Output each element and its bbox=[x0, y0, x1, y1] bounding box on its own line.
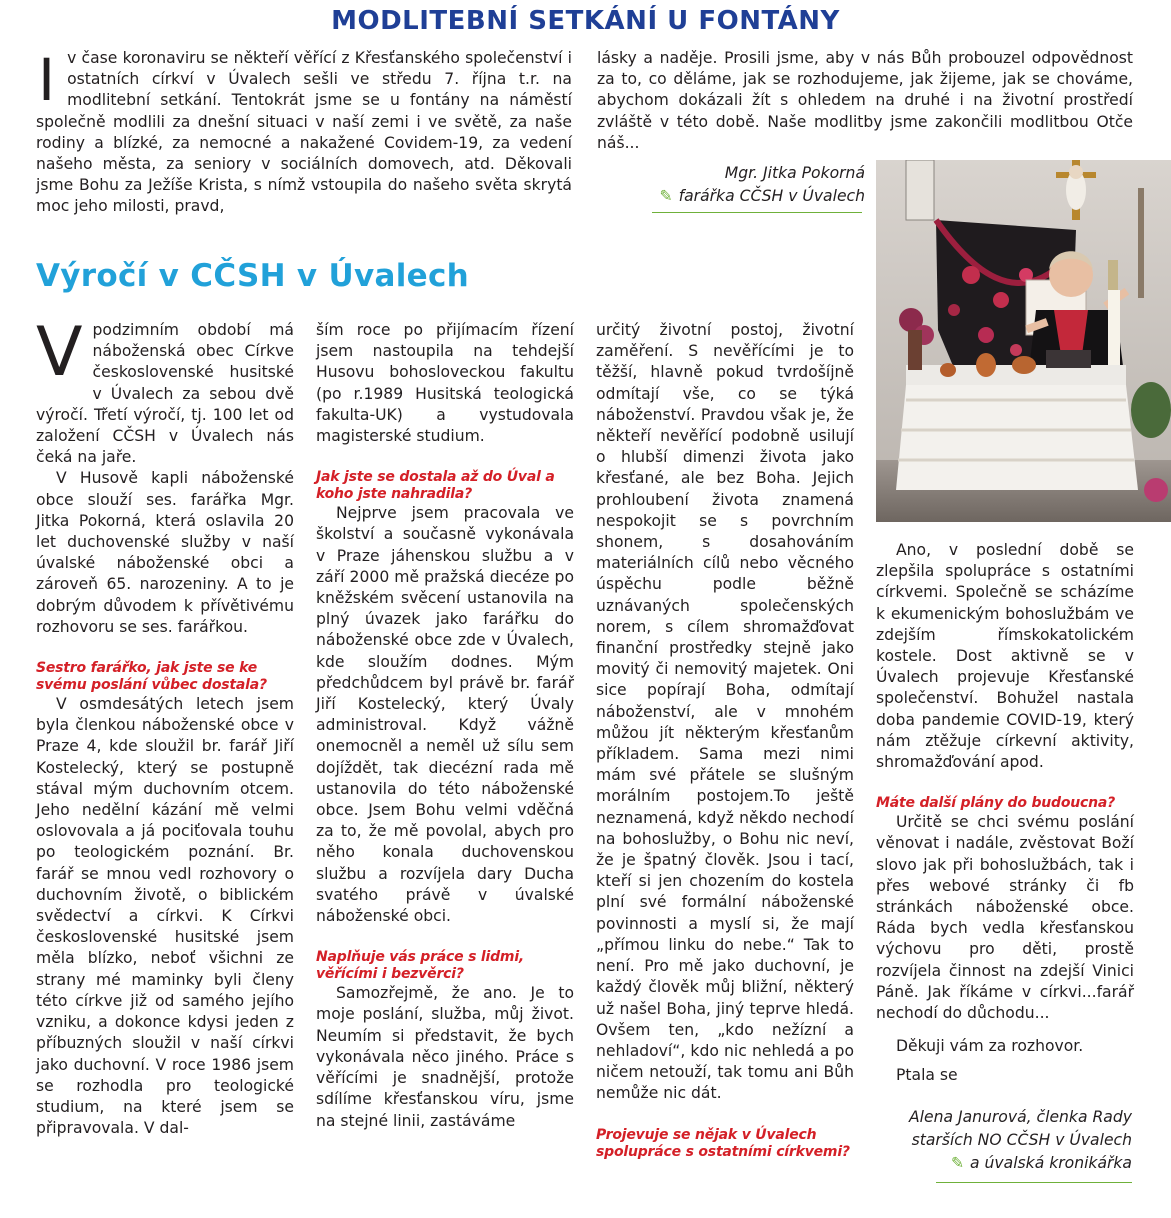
question-4: Projevuje se nějak v Úvalech spolupráce s ostatními církvemi? bbox=[596, 1126, 850, 1160]
article2-signature bbox=[876, 1106, 1132, 1175]
answer-1-continued: ším roce po přijímacím řízení jsem nastoupila na tehdejší Husovu bohosloveckou fakultu (po r.1989 Husitská teologická fakulta-UK) a vystudovala magisterské studium. bbox=[316, 321, 574, 446]
article1-column-2 bbox=[597, 48, 1133, 154]
article1-sig-role: farářka CČSH v Úvalech bbox=[678, 187, 865, 205]
question-1: Sestro farářko, jak jste se ke svému poslání vůbec dostala? bbox=[36, 660, 267, 694]
article1-text-2: lásky a naděje. Prosili jsme, aby v nás Bůh probouzel odpovědnost za to, co děláme, jak se rozhodujeme, jak žijeme, jak se chováme, abychom dokázali žít s ohledem na druhé i na životní prostředí zvláště v této době. Naše modlitby jsme zakončili modlitbou Otče náš... bbox=[597, 49, 1133, 152]
article2-column-2 bbox=[316, 320, 574, 1132]
article2-column-3 bbox=[596, 320, 854, 1161]
answer-3-continued: určitý životní postoj, životní zaměření. S nevěřícími je to těžší, hlavně pokud tvrdošíjně odmítají vše, co se týká náboženství. Pravdou však je, že někteří nevěřící podobně usilují o hlubší dimenzi života jako křesťané, ale bez Boha. Jejich prohloubení života znamená nespokojit se s povrchním shonem, s dosahováním materiálních cílů nebo věcného úspěchu podle běžně uznávaných společenských norem, s cílem shromažďovat finanční prostředky stejně jako movitý či nemovitý majetek. Oni sice popírají Boha, odmítají náboženství, ale v mnohém můžou jít některým křesťanům příkladem. Sama mezi nimi mám své přátele se slušným morálním postojem.To ještě neznamená, když někdo nechodí na bohoslužby, o Bohu nic neví, že je špatný člověk. Jsou i tací, kteří si jen chozením do kostela plní své formální náboženské povinnosti a myslí si, že mají „přímou linku do nebe.“ Tak to není. Pro mě jako duchovní, je každý člověk můj bližní, některý už našel Boha, jiný teprve hledá. Ovšem ten, „kdo nežízní a nehladoví“, kdo nic nehledá a po ničem netouží, tak tomu ani Bůh nemůže nic dát. bbox=[596, 321, 854, 1103]
photo-pastor-at-altar bbox=[876, 160, 1171, 522]
article2-column-4 bbox=[876, 540, 1134, 1087]
article2-intro: podzimním období má náboženská obec Církve československé husitské v Úvalech za sebou dvě výročí. Třetí výročí, tj. 100 let od založení CČSH v Úvalech nás čeká na jaře. bbox=[36, 321, 294, 467]
article2-title: Výročí v CČSH v Úvalech bbox=[36, 258, 470, 294]
asked-by-text: Ptala se bbox=[896, 1066, 958, 1085]
article1-column-1 bbox=[36, 48, 572, 218]
article1-sig-line bbox=[652, 212, 862, 213]
question-2: Jak jste se dostala až do Úval a koho jste nahradila? bbox=[316, 469, 555, 503]
article2-column-1 bbox=[36, 313, 294, 1139]
answer-1: V osmdesátých letech jsem byla členkou náboženské obce v Praze 4, kde sloužil br. farář Jiří Kostelecký, který se postupně stával mým duchovním otcem. Jeho nedělní kázání mě velmi oslovovala a já pociťovala touhu po teologickém poznání. Br. farář se mnou vedl rozhovory o duchovním životě, o biblickém svědectví a církvi. K Církvi československé husitské jsem měla blízko, neboť všichni ze strany mé maminky byli členy této církve již od samého jejího vzniku, a dokonce kdysi jeden z příbuzných sloužil v naší církvi jako duchovní. V roce 1986 jsem se rozhodla pro teologické studium, na které jsem se připravovala. V dal- bbox=[36, 695, 294, 1138]
article2-sig-line3: a úvalská kronikářka bbox=[970, 1154, 1132, 1172]
article1-drop-cap: I bbox=[38, 46, 56, 114]
article2-sig-line2: starších NO CČSH v Úvalech bbox=[911, 1131, 1132, 1149]
article2-sig-line1: Alena Janurová, členka Rady bbox=[908, 1108, 1132, 1126]
question-3: Naplňuje vás práce s lidmi, věřícími i bezvěrci? bbox=[316, 949, 525, 983]
answer-3: Samozřejmě, že ano. Je to moje poslání, služba, můj život. Neumím si představit, že bych vykonávala něco jiného. Práce s věřícími je snadnější, protože sdílíme křesťanskou víru, jsme na stejné linii, zastáváme bbox=[316, 984, 574, 1130]
question-5: Máte další plány do budoucna? bbox=[876, 795, 1116, 812]
article1-signature bbox=[597, 162, 865, 208]
article1-title: MODLITEBNÍ SETKÁNÍ U FONTÁNY bbox=[331, 6, 840, 36]
pen-icon: ✎ bbox=[950, 1154, 965, 1172]
answer-2: Nejprve jsem pracovala ve školství a současně vykonávala v Praze jáhenskou službu a v září 2000 mě pražská diecéze po kněžském svěcení ustanovila na plný úvazek jako farářku do náboženské obce zde v Úvalech, kde sloužím dodnes. Mým předchůdcem byl právě br. farář Jiří Kostelecký, který Úvaly administroval. Když vážně onemocněl a neměl už sílu sem dojíždět, tak diecézní rada mě ustanovila do této náboženské obce. Jsem Bohu velmi vděčná za to, že mě povolal, abych pro něho konala duchovenskou službu a rozvíjela dary Ducha svatého právě v úvalské náboženské obci. bbox=[316, 504, 574, 926]
answer-4: Ano, v poslední době se zlepšila spolupráce s ostatními církvemi. Společně se scházíme k ekumenickým bohoslužbám ve zdejším římskokatolickém kostele. Dost aktivně se v Úvalech projevuje Křesťanské společenství. Bohužel nastala doba pandemie COVID-19, který nám ztěžuje církevní aktivity, shromažďování apod. bbox=[876, 541, 1134, 772]
thanks-text: Děkuji vám za rozhovor. bbox=[896, 1037, 1084, 1056]
article2-drop-cap: V bbox=[36, 313, 83, 392]
pen-icon: ✎ bbox=[659, 187, 673, 205]
article2-sig-line bbox=[936, 1182, 1132, 1183]
article1-text-1: v čase koronaviru se někteří věřící z Křesťanského společenství i ostatních církví v Úvalech sešli ve středu 7. října t.r. na modlitební setkání. Tentokrát jsme se u fontány na náměstí společně modlili za dnešní situaci v naší zemi i ve světě, za naše rodiny a blízké, za nemocné a nakažené Covidem-19, za vedení našeho města, za seniory v sociálních domovech, atd. Děkovali jsme Bohu za Ježíše Krista, s nímž vstoupila do našeho světa skrytá moc jeho milosti, pravd, bbox=[36, 49, 572, 216]
article1-sig-name: Mgr. Jitka Pokorná bbox=[724, 164, 865, 182]
article2-intro-2: V Husově kapli náboženské obce slouží ses. farářka Mgr. Jitka Pokorná, která oslavila 20 let duchovenské služby v naší úvalské náboženské obci a zároveň 65. narozeniny. A to je dobrým důvodem k přívětivému rozhovoru se ses. farářkou. bbox=[36, 469, 294, 636]
answer-5: Určitě se chci svému poslání věnovat i nadále, zvěstovat Boží slovo jak při bohoslužbách, tak i přes webové stránky či fb stránkách náboženské obce. Ráda bych vedla křesťanskou výchovu pro děti, prostě rozvíjela činnost na zdejší Vinici Páně. Jak říkáme v církvi...farář nechodí do důchodu... bbox=[876, 813, 1134, 1023]
